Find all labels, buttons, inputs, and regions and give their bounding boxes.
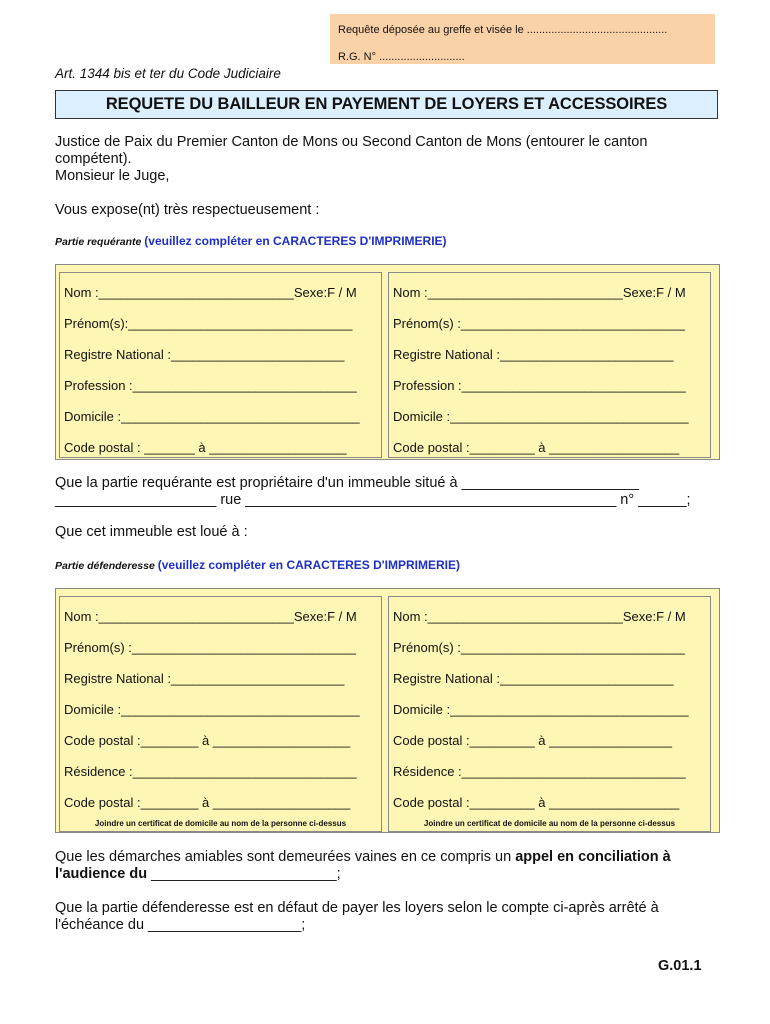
- justice-line: Justice de Paix du Premier Canton de Mons ou Second Canton de Mons (entourer le canton compétent).: [55, 134, 648, 167]
- requerante-2-profession-field[interactable]: Profession :_______________________________: [393, 378, 686, 393]
- article-reference: Art. 1344 bis et ter du Code Judiciaire: [55, 66, 281, 81]
- demarches-end: _______________________;: [147, 866, 341, 882]
- requerante-2-registre-field[interactable]: Registre National :________________________: [393, 347, 674, 362]
- requerante-col-1: [59, 272, 382, 458]
- defenderesse-hint: (veuillez compléter en CARACTERES D'IMPRIMERIE): [157, 558, 460, 572]
- defenderesse-1-nom-field[interactable]: Nom :___________________________Sexe:F / M: [64, 609, 357, 624]
- loue-line: Que cet immeuble est loué à :: [55, 524, 248, 540]
- requerante-heading: [55, 234, 447, 248]
- certificat-note-2: Joindre un certificat de domicile au nom de la personne ci-dessus: [423, 819, 676, 828]
- defenderesse-label: Partie défenderesse: [55, 560, 155, 572]
- requerante-1-prenom-field[interactable]: Prénom(s):_______________________________: [64, 316, 353, 331]
- form-code: G.01.1: [658, 958, 702, 974]
- defenderesse-box: [55, 588, 720, 833]
- defenderesse-2-code-postal-residence-field[interactable]: Code postal :_________ à __________________: [393, 795, 680, 810]
- defenderesse-2-code-postal-field[interactable]: Code postal :_________ à _________________: [393, 733, 673, 748]
- defenderesse-2-prenom-field[interactable]: Prénom(s) :_______________________________: [393, 640, 686, 655]
- requerante-1-domicile-field[interactable]: Domicile :_________________________________: [64, 409, 360, 424]
- rg-number-line: R.G. N° ............................: [338, 51, 465, 63]
- demarches-paragraph[interactable]: [55, 849, 720, 883]
- requerante-1-nom-field[interactable]: Nom :___________________________Sexe:F / M: [64, 285, 357, 300]
- certificat-note-1: Joindre un certificat de domicile au nom de la personne ci-dessus: [94, 819, 347, 828]
- greffe-stamp-box: [330, 14, 715, 64]
- requerante-col-2: [388, 272, 711, 458]
- defaut-paragraph[interactable]: Que la partie défenderesse est en défaut de payer les loyers selon le compte ci-après arrêté à l'échéance du ___________________;: [55, 900, 659, 933]
- defenderesse-heading: [55, 558, 460, 572]
- requerante-2-nom-field[interactable]: Nom :___________________________Sexe:F / M: [393, 285, 686, 300]
- demarches-text: Que les démarches amiables sont demeurées vaines en ce compris un: [55, 849, 516, 865]
- requerante-2-prenom-field[interactable]: Prénom(s) :_______________________________: [393, 316, 686, 331]
- defenderesse-1-domicile-field[interactable]: Domicile :_________________________________: [64, 702, 360, 717]
- requerante-label: Partie requérante: [55, 236, 142, 248]
- defenderesse-1-prenom-field[interactable]: Prénom(s) :_______________________________: [64, 640, 357, 655]
- requerante-box: [55, 264, 720, 460]
- defenderesse-col-1: [59, 596, 382, 832]
- defenderesse-1-registre-field[interactable]: Registre National :________________________: [64, 671, 345, 686]
- expose-line: Vous expose(nt) très respectueusement :: [55, 202, 320, 218]
- demarches-bold: appel en conciliation à l'audience du: [55, 849, 671, 882]
- requerante-hint: (veuillez compléter en CARACTERES D'IMPRIMERIE): [144, 234, 447, 248]
- requerante-1-profession-field[interactable]: Profession :_______________________________: [64, 378, 357, 393]
- defenderesse-1-residence-field[interactable]: Résidence :_______________________________: [64, 764, 357, 779]
- defenderesse-1-code-postal-field[interactable]: Code postal :________ à ___________________: [64, 733, 351, 748]
- defenderesse-2-domicile-field[interactable]: Domicile :_________________________________: [393, 702, 689, 717]
- defenderesse-2-registre-field[interactable]: Registre National :________________________: [393, 671, 674, 686]
- defenderesse-2-nom-field[interactable]: Nom :___________________________Sexe:F / M: [393, 609, 686, 624]
- immeuble-line-1[interactable]: Que la partie requérante est propriétaire d'un immeuble situé à ______________________: [55, 475, 639, 491]
- salutation: Monsieur le Juge,: [55, 168, 170, 184]
- page-title: REQUETE DU BAILLEUR EN PAYEMENT DE LOYERS ET ACCESSOIRES: [55, 90, 718, 119]
- requerante-2-domicile-field[interactable]: Domicile :_________________________________: [393, 409, 689, 424]
- defenderesse-2-residence-field[interactable]: Résidence :_______________________________: [393, 764, 686, 779]
- requerante-1-code-postal-field[interactable]: Code postal : _______ à ___________________: [64, 440, 347, 455]
- requerante-2-code-postal-field[interactable]: Code postal :_________ à __________________: [393, 440, 680, 455]
- defenderesse-col-2: [388, 596, 711, 832]
- greffe-line: Requête déposée au greffe et visée le ..............................................: [338, 24, 668, 36]
- requerante-1-registre-field[interactable]: Registre National :________________________: [64, 347, 345, 362]
- immeuble-line-2[interactable]: ____________________ rue ______________________________________________ n° ______;: [55, 492, 691, 508]
- defenderesse-1-code-postal-residence-field[interactable]: Code postal :________ à ___________________: [64, 795, 351, 810]
